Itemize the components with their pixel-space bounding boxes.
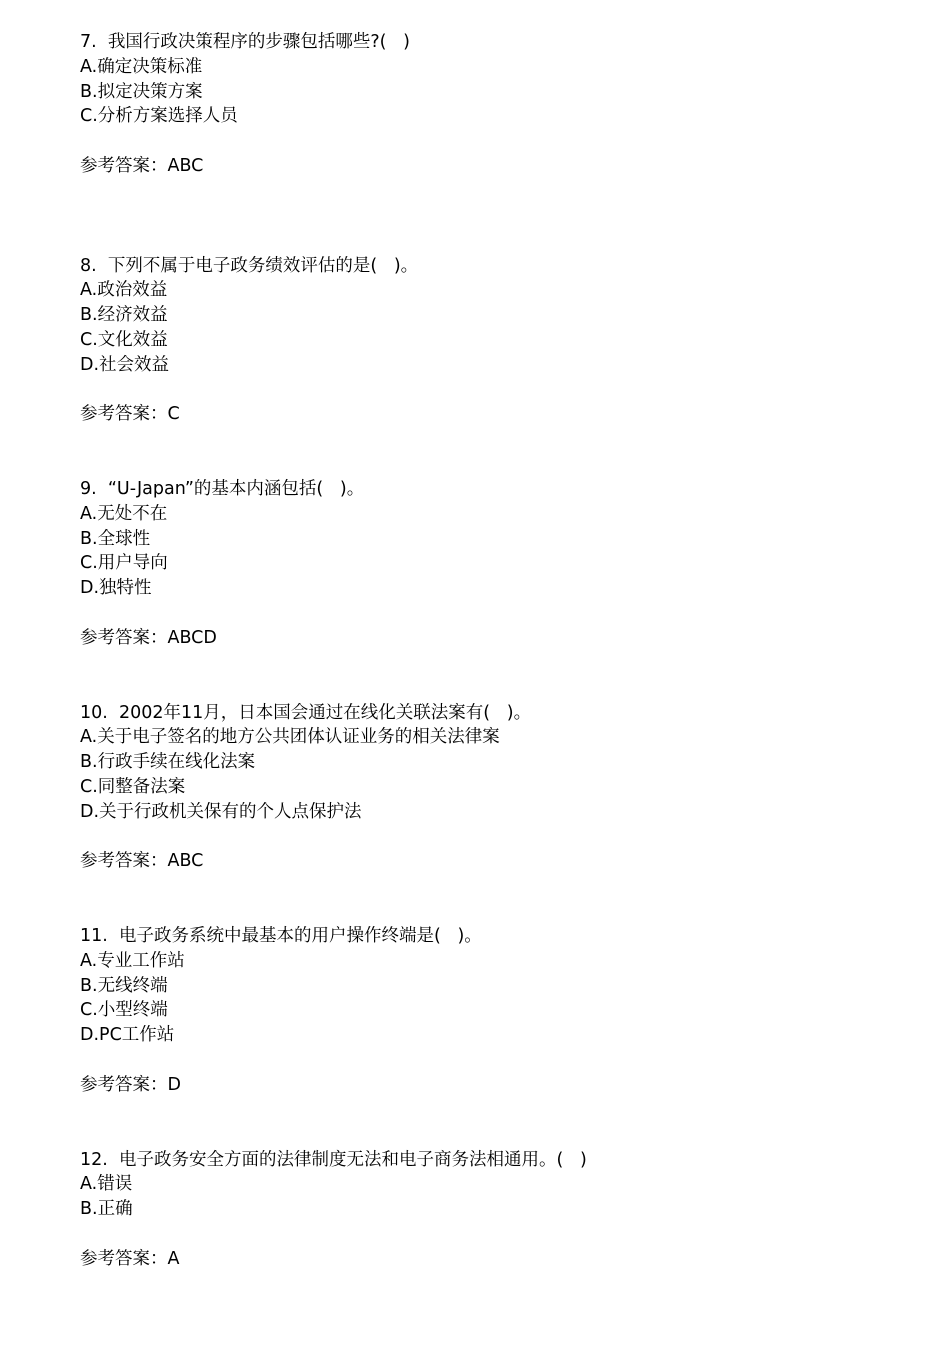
reference-answer — [80, 1073, 900, 1098]
answer-option: C.用户导向 — [80, 551, 900, 576]
question-block — [80, 924, 900, 1148]
answer-value: ABCD — [168, 628, 217, 648]
question-stem: 11. 电子政务系统中最基本的用户操作终端是( )。 — [80, 924, 900, 949]
answer-option: C.分析方案选择人员 — [80, 104, 900, 129]
question-list — [80, 30, 900, 1371]
question-stem: 7. 我国行政决策程序的步骤包括哪些?( ) — [80, 30, 900, 55]
answer-label: 参考答案： — [80, 1249, 168, 1269]
question-stem: 9. “U-Japan”的基本内涵包括( )。 — [80, 477, 900, 502]
question-block — [80, 30, 900, 254]
answer-label: 参考答案： — [80, 156, 168, 176]
answer-option: D.PC工作站 — [80, 1023, 900, 1048]
answer-option: B.无线终端 — [80, 974, 900, 999]
question-block — [80, 1148, 900, 1371]
answer-option: C.小型终端 — [80, 998, 900, 1023]
answer-value: ABC — [168, 851, 204, 871]
answer-option: D.关于行政机关保有的个人点保护法 — [80, 800, 900, 825]
answer-value: A — [168, 1249, 180, 1269]
answer-option: A.政治效益 — [80, 278, 900, 303]
reference-answer — [80, 1247, 900, 1272]
answer-label: 参考答案： — [80, 851, 168, 871]
question-block — [80, 254, 900, 478]
reference-answer — [80, 402, 900, 427]
answer-option: C.同整备法案 — [80, 775, 900, 800]
reference-answer — [80, 626, 900, 651]
reference-answer — [80, 849, 900, 874]
answer-option: B.经济效益 — [80, 303, 900, 328]
question-stem: 12. 电子政务安全方面的法律制度无法和电子商务法相通用。( ) — [80, 1148, 900, 1173]
answer-option: D.独特性 — [80, 576, 900, 601]
answer-option: B.正确 — [80, 1197, 900, 1222]
answer-option: A.错误 — [80, 1172, 900, 1197]
reference-answer — [80, 154, 900, 179]
answer-option: A.关于电子签名的地方公共团体认证业务的相关法律案 — [80, 725, 900, 750]
question-block — [80, 477, 900, 701]
answer-value: D — [168, 1075, 181, 1095]
answer-label: 参考答案： — [80, 404, 168, 424]
answer-option: A.确定决策标准 — [80, 55, 900, 80]
answer-option: C.文化效益 — [80, 328, 900, 353]
answer-option: B.行政手续在线化法案 — [80, 750, 900, 775]
answer-value: C — [168, 404, 180, 424]
answer-option: A.专业工作站 — [80, 949, 900, 974]
answer-label: 参考答案： — [80, 628, 168, 648]
question-stem: 8. 下列不属于电子政务绩效评估的是( )。 — [80, 254, 900, 279]
question-block — [80, 701, 900, 925]
answer-value: ABC — [168, 156, 204, 176]
question-stem: 10. 2002年11月，日本国会通过在线化关联法案有( )。 — [80, 701, 900, 726]
answer-option: B.拟定决策方案 — [80, 80, 900, 105]
answer-option: D.社会效益 — [80, 353, 900, 378]
answer-option: B.全球性 — [80, 527, 900, 552]
answer-option: A.无处不在 — [80, 502, 900, 527]
answer-label: 参考答案： — [80, 1075, 168, 1095]
